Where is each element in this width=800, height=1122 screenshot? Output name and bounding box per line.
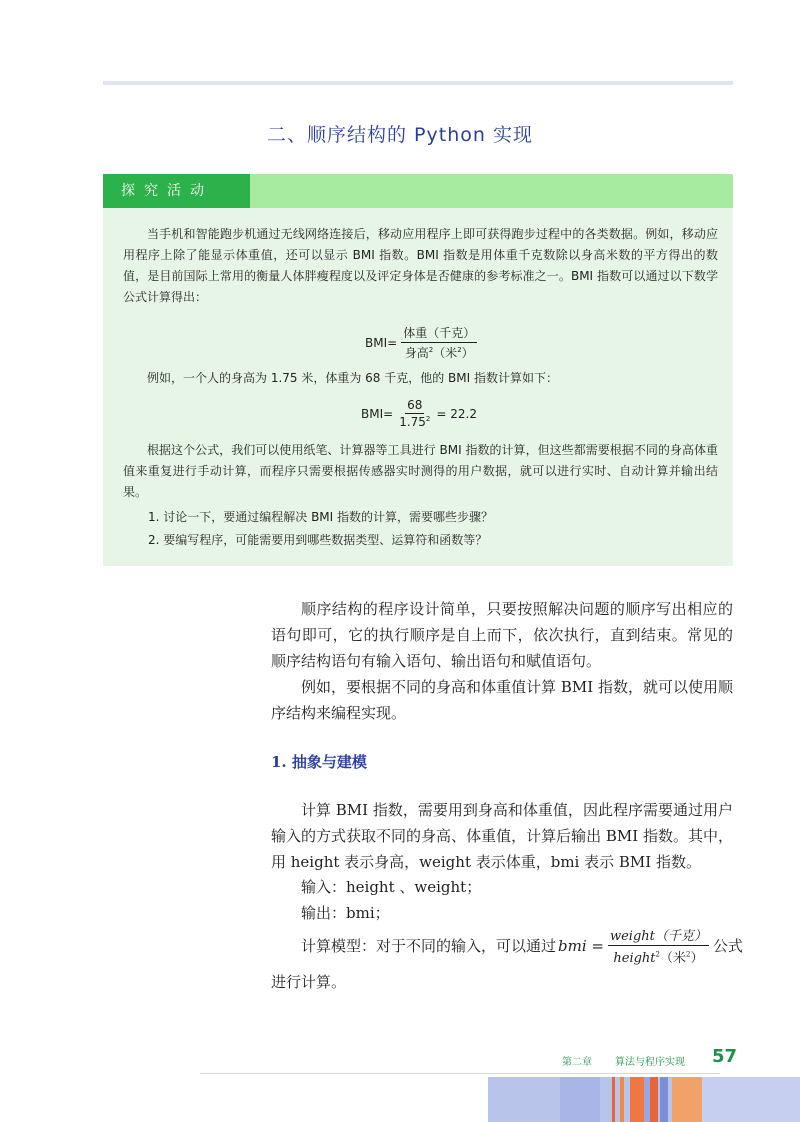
formula-fraction: [401, 324, 477, 361]
formula-numerator: 体重（千克）: [401, 324, 477, 343]
den2-exp: 2: [425, 415, 431, 423]
den-unit: （米: [433, 346, 458, 360]
activity-paragraph-2: 根据这个公式，我们可以使用纸笔、计算器等工具进行 BMI 指数的计算，但这些都需要根据不同的身高体重值来重复进行手动计算，而程序只需要根据传感器实时测得的用户数据，就可以进行实时、自动计算并输出结果。: [123, 443, 718, 499]
activity-example: 例如，一个人的身高为 1.75 米，体重为 68 千克，他的 BMI 指数计算如下：: [147, 371, 559, 385]
band-stripe-5: [660, 1077, 668, 1122]
footer-chapter-title: 算法与程序实现: [615, 1057, 685, 1068]
formula-lhs: BMI=: [365, 335, 398, 350]
formula2-denominator: [397, 414, 432, 429]
band-stripe-1: [612, 1077, 615, 1122]
den-exp: 2: [428, 346, 434, 354]
body-paragraph-2: 例如，要根据不同的身高和体重值计算 BMI 指数，就可以使用顺序结构来编程实现。: [271, 678, 733, 722]
body-paragraph-3: 计算 BMI 指数，需要用到身高和体重值，因此程序需要通过用户输入的方式获取不同的身高、体重值，计算后输出 BMI 指数。其中，用 height 表示身高，weight 表示体重，bmi 表示 BMI 指数。: [271, 801, 733, 871]
footer-rule: [200, 1073, 720, 1074]
model-suffix: 公式: [712, 937, 743, 955]
model-prefix: 计算模型：对于不同的输入，可以通过: [301, 937, 557, 955]
band-peach: [672, 1077, 702, 1122]
model-end: 进行计算。: [271, 973, 347, 991]
header-rule: [103, 81, 733, 85]
section-title: 二、顺序结构的 Python 实现: [267, 124, 533, 146]
activity-question-1: 1. 讨论一下，要通过编程解决 BMI 指数的计算，需要哪些步骤？: [148, 510, 494, 524]
model-var: bmi =: [558, 936, 604, 955]
model-den-base: height: [613, 951, 656, 966]
formula2-numerator: 68: [407, 398, 423, 412]
activity-box: [103, 174, 733, 566]
band-stripe-4: [650, 1077, 658, 1122]
activity-header: [103, 174, 733, 208]
formula-denominator: [403, 343, 476, 361]
bmi-formula: [365, 324, 481, 361]
den-close: ）: [461, 346, 474, 360]
formula2-fraction: [397, 398, 432, 429]
subheading-abstraction: 1. 抽象与建模: [271, 753, 367, 771]
den-base: 身高: [404, 346, 429, 360]
model-den-close: ）: [690, 951, 704, 966]
output-line: 输出：bmi；: [301, 904, 390, 922]
page-number: 57: [712, 1046, 738, 1067]
model-den-exp: 2: [655, 950, 660, 959]
body-paragraph-1: 顺序结构的程序设计简单，只要按照解决问题的顺序写出相应的语句即可，它的执行顺序是自上而下，依次执行，直到结束。常见的顺序结构语句有输入语句、输出语句和赋值语句。: [271, 600, 733, 670]
band-stripe-2: [620, 1077, 624, 1122]
activity-question-2: 2. 要编写程序，可能需要用到哪些数据类型、运算符和函数等？: [148, 533, 488, 547]
footer-chapter: 第二章: [562, 1057, 592, 1068]
band-light: [702, 1077, 800, 1122]
band-orange: [630, 1077, 644, 1122]
bmi-example-formula: [361, 398, 477, 429]
model-numerator: weight（千克）: [608, 925, 709, 946]
den2-base: 1.75: [399, 415, 426, 429]
activity-label: 探究活动: [103, 174, 250, 208]
band-lavender-dark: [560, 1077, 600, 1122]
formula2-lhs: BMI=: [361, 406, 394, 421]
model-den-unit-exp: 2: [686, 950, 691, 959]
input-line: 输入：height 、weight；: [301, 878, 482, 896]
den-unit-exp: 2: [457, 346, 462, 354]
model-denominator: [611, 946, 705, 966]
formula2-result: = 22.2: [436, 406, 477, 421]
model-fraction: [608, 925, 709, 966]
activity-paragraph-1: 当手机和智能跑步机通过无线网络连接后，移动应用程序上即可获得跑步过程中的各类数据。例如，移动应用程序上除了能显示体重值，还可以显示 BMI 指数。BMI 指数是用体重千克数除以身高米数的平方得出的数值，是目前国际上常用的衡量人体胖瘦程度以及评定身体是否健康的参考标准之一。BMI 指数可以通过以下数学公式计算得出：: [123, 227, 718, 304]
model-den-unit: （米: [660, 951, 687, 966]
model-formula: [301, 925, 743, 966]
